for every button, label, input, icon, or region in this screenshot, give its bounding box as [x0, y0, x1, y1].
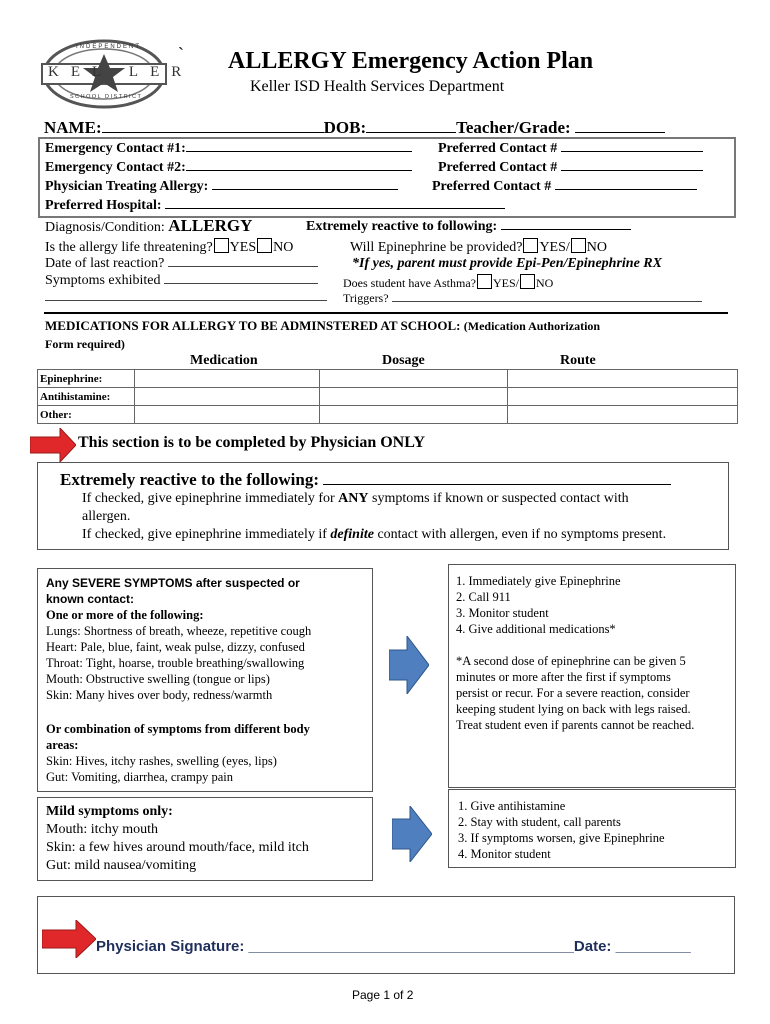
threatening-label: Is the allergy life threatening?: [45, 240, 213, 255]
mild-content: [46, 803, 309, 875]
contacts-right: [432, 139, 703, 196]
mild-line: Mouth: itchy mouth: [46, 822, 158, 837]
table-row: [38, 406, 738, 424]
col-route: Route: [560, 353, 596, 368]
asthma-no-checkbox[interactable]: [520, 274, 535, 289]
severe-line: Skin: Many hives over body, redness/warmth: [46, 688, 273, 702]
pc3-label: Preferred Contact #: [432, 179, 552, 194]
mild-step: 1. Give antihistamine: [458, 799, 566, 813]
reactive-text-1c: symptoms if known or suspected contact with: [368, 491, 629, 506]
meds-heading: MEDICATIONS FOR ALLERGY TO BE ADMINSTERED AT SCHOOL:: [45, 318, 461, 333]
med-row-label: Other:: [38, 406, 135, 424]
mild-step: 4. Monitor student: [458, 847, 551, 861]
reactive-text-1b: ANY: [338, 491, 369, 506]
page-subtitle: Keller ISD Health Services Department: [250, 78, 505, 95]
triggers-field[interactable]: [392, 301, 702, 302]
teacher-field[interactable]: [575, 132, 665, 133]
epi-yes-checkbox[interactable]: [523, 238, 538, 253]
pc2-field[interactable]: [561, 170, 703, 171]
meds-heading-line: [45, 318, 600, 334]
reactive-label: Extremely reactive to following:: [306, 219, 498, 234]
severe-line: Mouth: Obstructive swelling (tongue or lips): [46, 672, 270, 686]
symptoms-field-2[interactable]: [45, 300, 327, 301]
action-note: *A second dose of epinephrine can be given 5: [456, 654, 686, 668]
route-cell[interactable]: [508, 388, 738, 406]
meds-heading-note: (Medication Authorization: [463, 319, 601, 333]
epi-line: [350, 238, 607, 256]
logo-name: KEL LER: [48, 64, 194, 80]
diagnosis-value: ALLERGY: [168, 216, 253, 235]
signature-field[interactable]: _______________________________________: [248, 938, 574, 955]
reactive-text-1a: If checked, give epinephrine immediately for: [82, 491, 339, 506]
pc3-field[interactable]: [555, 189, 697, 190]
threatening-no-label: NO: [273, 240, 294, 255]
signature-label: Physician Signature:: [96, 938, 249, 955]
med-row-label: Antihistamine:: [38, 388, 135, 406]
severe-h3: One or more of the following:: [46, 608, 204, 622]
logo-bottom-text: SCHOOL DISTRICT: [70, 94, 143, 100]
reactive-field[interactable]: [501, 229, 631, 230]
blue-arrow-icon: [389, 636, 429, 699]
severe-or1: Or combination of symptoms from different body: [46, 722, 310, 736]
last-reaction-line: [45, 256, 318, 272]
dose-cell[interactable]: [320, 370, 508, 388]
pc2-label: Preferred Contact #: [438, 160, 558, 175]
severe-or2: areas:: [46, 738, 79, 752]
asthma-yes-label: YES/: [492, 276, 519, 290]
action-note: keeping student lying on back with legs raised.: [456, 702, 691, 716]
reactive-text-3b: definite: [330, 527, 374, 542]
symptoms-line: [45, 273, 318, 289]
pc1-label: Preferred Contact #: [438, 141, 558, 156]
reactive-text-2: allergen.: [82, 509, 131, 524]
hospital-field[interactable]: [165, 208, 505, 209]
action-step: 4. Give additional medications*: [456, 622, 616, 636]
triggers-label: Triggers?: [343, 291, 389, 305]
mild-title: Mild symptoms only:: [46, 804, 173, 819]
page-title: ALLERGY Emergency Action Plan: [228, 48, 594, 74]
meds-table: [37, 369, 738, 424]
physician-field[interactable]: [212, 189, 398, 190]
severe-line: Skin: Hives, itchy rashes, swelling (eyes, lips): [46, 754, 277, 768]
teacher-label: Teacher/Grade:: [456, 118, 571, 137]
mild-step: 3. If symptoms worsen, give Epinephrine: [458, 831, 665, 845]
district-logo: [40, 38, 194, 110]
med-cell[interactable]: [135, 370, 320, 388]
diagnosis-label: Diagnosis/Condition:: [45, 220, 165, 235]
symptoms-field[interactable]: [164, 283, 318, 284]
action-step: 3. Monitor student: [456, 606, 549, 620]
date-field[interactable]: _________: [615, 938, 691, 955]
physician-label: Physician Treating Allergy:: [45, 179, 209, 194]
severe-actions: [456, 573, 694, 733]
reactive-text-3a: If checked, give epinephrine immediately if: [82, 527, 331, 542]
severe-h1: Any SEVERE SYMPTOMS after suspected or: [46, 576, 300, 590]
triggers-line: [343, 291, 702, 306]
dob-field[interactable]: [366, 132, 456, 133]
hospital-label: Preferred Hospital:: [45, 198, 162, 213]
last-reaction-field[interactable]: [168, 266, 318, 267]
action-step: 1. Immediately give Epinephrine: [456, 574, 621, 588]
severe-line: Heart: Pale, blue, faint, weak pulse, dizzy, confused: [46, 640, 305, 654]
mild-line: Skin: a few hives around mouth/face, mild itch: [46, 840, 309, 855]
severe-h2: known contact:: [46, 592, 135, 606]
ec1-label: Emergency Contact #1:: [45, 141, 186, 156]
date-label: Date:: [573, 938, 616, 955]
ec2-label: Emergency Contact #2:: [45, 160, 186, 175]
name-field[interactable]: [102, 132, 324, 133]
reactive-box-field[interactable]: [323, 484, 671, 485]
threatening-no-checkbox[interactable]: [257, 238, 272, 253]
page-number: Page 1 of 2: [352, 988, 414, 1002]
mild-line: Gut: mild nausea/vomiting: [46, 858, 197, 873]
threatening-yes-label: YES: [229, 240, 257, 255]
meds-heading-note-2: Form required): [45, 337, 125, 351]
pc1-field[interactable]: [561, 151, 703, 152]
dose-cell[interactable]: [320, 388, 508, 406]
med-row-label: Epinephrine:: [38, 370, 135, 388]
table-row: [38, 370, 738, 388]
action-note: minutes or more after the first if symptoms: [456, 670, 671, 684]
mild-actions: [458, 798, 665, 862]
reactive-box-title: Extremely reactive to the following:: [60, 470, 320, 489]
asthma-yes-checkbox[interactable]: [477, 274, 492, 289]
diagnosis-line: [45, 216, 252, 236]
reactive-box-text: [82, 490, 666, 544]
header-backtick: `: [178, 44, 184, 64]
col-dosage: Dosage: [382, 353, 425, 368]
ec2-field[interactable]: [186, 170, 412, 171]
reactive-line: [306, 219, 631, 235]
med-cell[interactable]: [135, 388, 320, 406]
action-step: 2. Call 911: [456, 590, 511, 604]
table-row: [38, 388, 738, 406]
asthma-no-label: NO: [536, 276, 554, 290]
asthma-line: [343, 274, 553, 291]
ec1-field[interactable]: [186, 151, 412, 152]
mild-step: 2. Stay with student, call parents: [458, 815, 621, 829]
threatening-yes-checkbox[interactable]: [214, 238, 229, 253]
severe-line: Gut: Vomiting, diarrhea, crampy pain: [46, 770, 233, 784]
logo-top-text: INDEPENDENT: [76, 44, 142, 50]
reactive-text-3c: contact with allergen, even if no symptoms present.: [373, 527, 667, 542]
severe-line: Throat: Tight, hoarse, trouble breathing/swallowing: [46, 656, 305, 670]
med-cell[interactable]: [135, 406, 320, 424]
threatening-line: [45, 238, 293, 256]
signature-box: [37, 896, 735, 974]
dob-label: DOB:: [323, 118, 367, 137]
last-reaction-label: Date of last reaction?: [45, 256, 165, 271]
epi-yes-label: YES/: [539, 240, 570, 255]
reactive-box-title-line: [60, 470, 671, 490]
name-row: [44, 118, 665, 138]
meds-divider: [44, 312, 728, 314]
action-note: Treat student even if parents cannot be reached.: [456, 718, 695, 732]
red-arrow-icon: [42, 920, 96, 963]
asthma-label: Does student have Asthma?: [343, 276, 476, 290]
symptoms-label: Symptoms exhibited: [45, 273, 161, 288]
name-label: NAME:: [44, 118, 102, 137]
physician-only-label: This section is to be completed by Physician ONLY: [78, 434, 425, 451]
route-cell[interactable]: [508, 406, 738, 424]
epi-label: Will Epinephrine be provided?: [350, 240, 523, 255]
blue-arrow-icon: [392, 806, 432, 867]
signature-line: [96, 938, 691, 955]
epi-no-checkbox[interactable]: [571, 238, 586, 253]
col-medication: Medication: [190, 353, 258, 368]
epi-note: *If yes, parent must provide Epi-Pen/Epinephrine RX: [352, 256, 662, 271]
dose-cell[interactable]: [320, 406, 508, 424]
severe-content: [46, 575, 311, 785]
route-cell[interactable]: [508, 370, 738, 388]
severe-line: Lungs: Shortness of breath, wheeze, repetitive cough: [46, 624, 312, 638]
epi-no-label: NO: [586, 240, 608, 255]
action-note: persist or recur. For a severe reaction, consider: [456, 686, 690, 700]
